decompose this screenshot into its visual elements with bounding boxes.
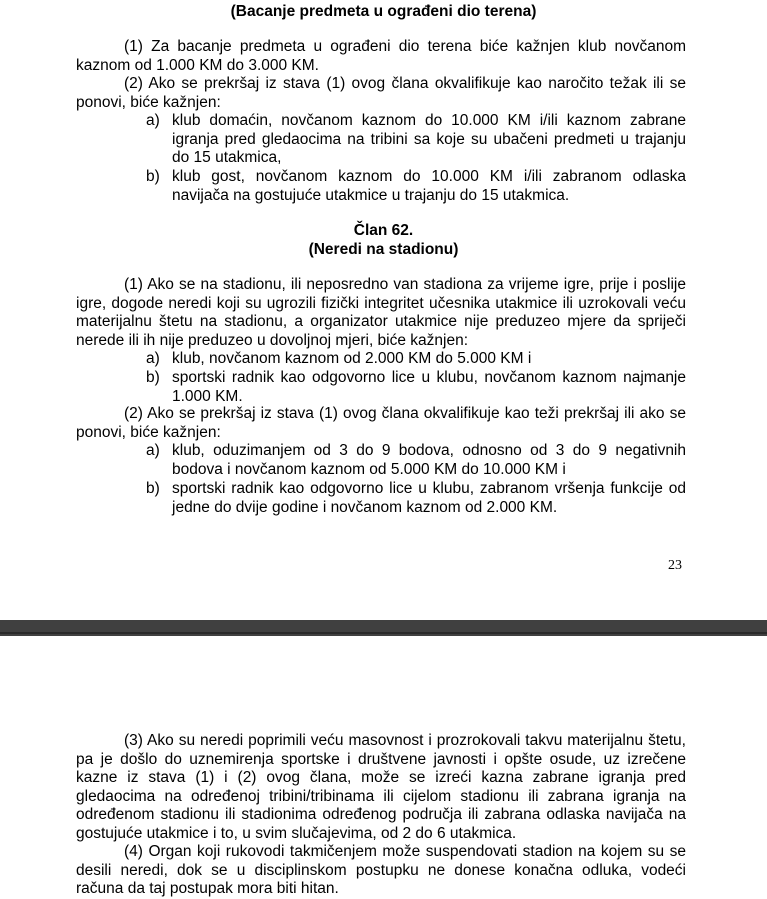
list-item-61-2a bbox=[146, 112, 686, 168]
list-item-61-2b bbox=[146, 168, 686, 205]
text-line: (1) Za bacanje predmeta u ograđeni dio terena biće kažnjen klub novčanom bbox=[124, 38, 686, 55]
text-line: klub domaćin, novčanom kaznom do 10.000 KM i/ili kaznom zabrane bbox=[172, 112, 686, 129]
list-marker: b) bbox=[146, 369, 160, 386]
text-line: (3) Ako su neredi poprimili veću masovnost i prozrokovali takvu materijalnu štetu, bbox=[124, 732, 686, 749]
article-62-subtitle: (Neredi na stadionu) bbox=[308, 241, 459, 258]
text-line: (2) Ako se prekršaj iz stava (1) ovog člana okvalifikuje kao teži prekršaj ili ako se bbox=[124, 405, 686, 422]
text-line: igranja pred gledaocima na tribini sa koje su ubačeni predmeti u trajanju bbox=[172, 130, 686, 148]
text-line: gostujuće utakmice i to, u svim slučajevima, od 2 do 6 utakmica. bbox=[76, 824, 517, 842]
list-item-62-1a bbox=[146, 350, 686, 369]
page-number: 23 bbox=[668, 558, 682, 573]
paragraph-62-3 bbox=[76, 732, 686, 843]
text-line: igre, dogode neredi koji su ugrozili fizički integritet učesnika utakmice ili uzrokovali veću bbox=[76, 294, 686, 312]
list-item-62-2b bbox=[146, 480, 686, 517]
article-62-title: Član 62. bbox=[353, 222, 414, 239]
list-marker: a) bbox=[146, 350, 160, 367]
document-page-2 bbox=[0, 636, 767, 898]
page-separator-line bbox=[0, 632, 767, 634]
text-line: jedne do dvije godine i novčanom kaznom od 2.000 KM. bbox=[172, 498, 558, 516]
paragraph-62-4 bbox=[76, 843, 686, 899]
text-line: do 15 utakmica, bbox=[172, 149, 282, 166]
paragraph-61-1 bbox=[76, 38, 686, 75]
article-61-subtitle: (Bacanje predmeta u ograđeni dio terena) bbox=[230, 3, 537, 20]
text-line: klub, oduzimanjem od 3 do 9 bodova, odnosno od 3 do 9 negativnih bbox=[172, 442, 686, 459]
text-line: gledaocima na određenoj tribini/tribinama ili cijelom stadionu ili zabrana igranja na bbox=[76, 787, 686, 805]
text-line: ponovi, biće kažnjen: bbox=[76, 423, 221, 441]
text-line: materijalnu štetu na stadionu, a organizator utakmice nije preduzeo mjere da spriječi bbox=[76, 313, 686, 330]
text-line: pa je došlo do uznemirenja sportske i društvene javnosti i opšte osude, uz izrečene bbox=[76, 750, 686, 768]
text-line: sportski radnik kao odgovorno lice u klubu, zabranom vršenja funkcije od bbox=[172, 480, 686, 497]
text-line: desili neredi, dok se u disciplinskom postupku ne donese konačna odluka, vodeći bbox=[76, 861, 686, 879]
text-line: klub gost, novčanom kaznom do 10.000 KM i/ili zabranom odlaska bbox=[172, 168, 686, 185]
text-line: kazne iz stava (1) i (2) ovog člana, može se izreći kazna zabrane igranja pred bbox=[76, 769, 686, 786]
text-line: (1) Ako se na stadionu, ili neposredno van stadiona za vrijeme igre, prije i poslije bbox=[124, 276, 686, 293]
text-line: računa da taj postupak mora biti hitan. bbox=[76, 880, 339, 897]
list-marker: a) bbox=[146, 442, 160, 459]
list-marker: a) bbox=[146, 112, 160, 129]
list-item-62-2a bbox=[146, 442, 686, 479]
list-marker: b) bbox=[146, 480, 160, 497]
text-line: kaznom od 1.000 KM do 3.000 KM. bbox=[76, 56, 319, 74]
list-item-62-1b bbox=[146, 369, 686, 406]
text-line: 1.000 KM. bbox=[172, 387, 243, 405]
paragraph-62-1 bbox=[76, 276, 686, 350]
text-line: navijača na gostujuće utakmice u trajanju do 15 utakmica. bbox=[172, 186, 570, 204]
text-line: određenom stadionu ili stadionima određenog područja ili zabrana odlaska navijača na bbox=[76, 806, 686, 823]
text-line: bodova i novčanom kaznom od 5.000 KM do 10.000 KM i bbox=[172, 460, 566, 478]
text-line: sportski radnik kao odgovorno lice u klubu, novčanom kaznom najmanje bbox=[172, 369, 686, 386]
text-line: ponovi, biće kažnjen: bbox=[76, 93, 221, 111]
text-line: (4) Organ koji rukovodi takmičenjem može suspendovati stadion na kojem su se bbox=[124, 843, 686, 860]
paragraph-61-2 bbox=[76, 75, 686, 112]
paragraph-62-2 bbox=[76, 405, 686, 442]
text-line: nerede ili ih nije preduzeo u dovoljnoj mjeri, biće kažnjen: bbox=[76, 331, 469, 349]
text-line: (2) Ako se prekršaj iz stava (1) ovog člana okvalifikuje kao naročito težak ili se bbox=[124, 75, 686, 92]
list-marker: b) bbox=[146, 168, 160, 185]
text-line: klub, novčanom kaznom od 2.000 KM do 5.000 KM i bbox=[172, 350, 532, 367]
page-separator bbox=[0, 620, 767, 636]
